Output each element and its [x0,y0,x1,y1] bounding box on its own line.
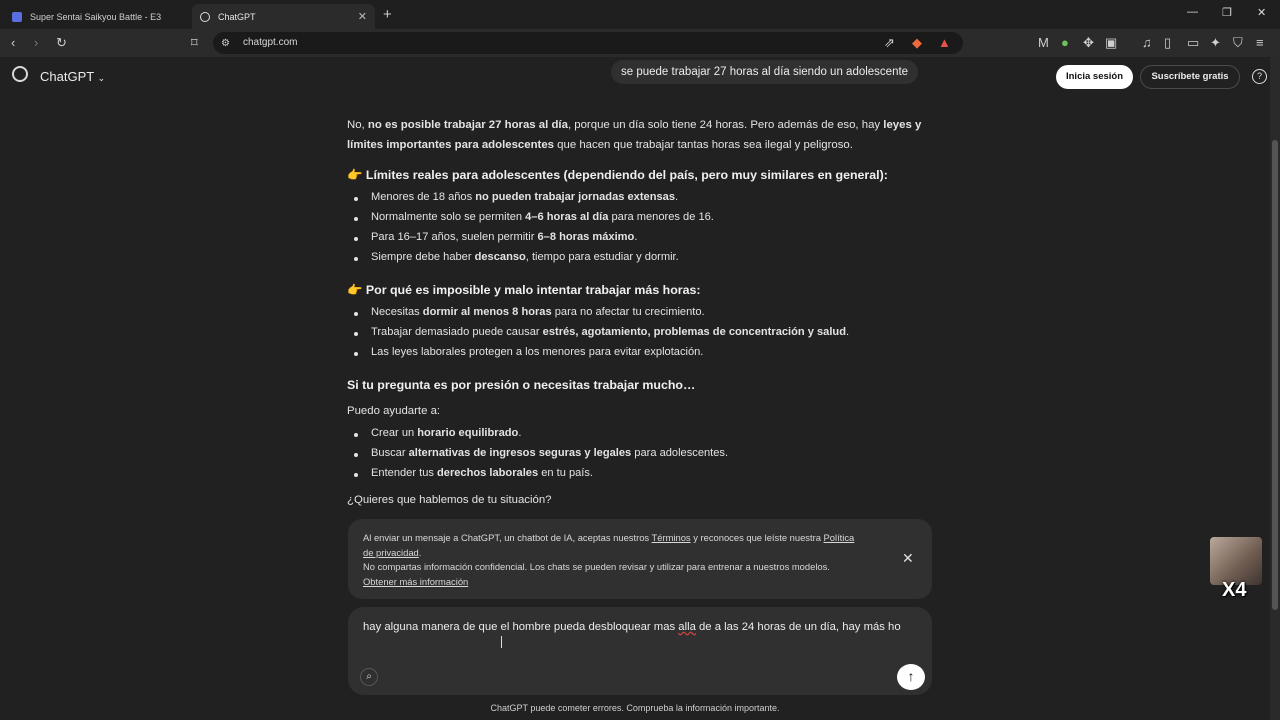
list-item [371,306,705,318]
bold-text: no pueden trabajar jornadas extensas [475,191,675,203]
text: Menores de 18 años [371,191,476,203]
help-intro: Puedo ayudarte a: [347,405,441,417]
model-selector[interactable] [40,69,105,84]
tab-super-sentai[interactable] [4,4,190,29]
text: No compartas información confidencial. Los chats se pueden revisar y utilizar para entrenar a nuestros modelos. [363,561,830,572]
text: No, [347,119,368,131]
back-icon[interactable]: ‹ [11,35,16,50]
sidebar-icon[interactable]: ▯ [1164,35,1172,50]
text: Al enviar un mensaje a ChatGPT, un chatbot de IA, aceptas nuestros [363,532,652,543]
assistant-intro [347,115,937,155]
tab-title: Super Sentai Saikyou Battle - E3 [30,11,162,22]
closing-question: ¿Quieres que hablemos de tu situación? [347,494,552,506]
overlay-label: X4 [1222,579,1247,601]
bold-text: no es posible trabajar 27 horas al día [367,119,568,131]
bullet [354,453,358,457]
list-item [371,427,521,439]
tab-title: ChatGPT [218,11,256,22]
extensions-icon[interactable]: ✥ [1083,35,1094,50]
arrow-up-icon: ↑ [907,668,915,684]
streamer-overlay-image [1210,537,1262,585]
text: , porque un día solo tiene 24 horas. Pero además de eso, hay [567,119,884,131]
text: que hacen que trabajar tantas horas sea ilegal y peligroso. [554,139,853,151]
brave-shield-icon[interactable]: ◆ [912,35,922,50]
maximize-icon[interactable]: ❐ [1222,7,1232,19]
bold-text: 4–6 horas al día [525,211,609,223]
bold-text: derechos laborales [437,467,539,479]
text: Crear un [371,427,418,439]
extension-green-icon[interactable]: ● [1061,35,1069,50]
text: Para 16–17 años, suelen permitir [371,231,538,243]
bold-text: 6–8 horas máximo [537,231,635,243]
text: . [675,191,679,203]
bookmark-icon[interactable]: ⌑ [191,35,198,50]
list-item [371,231,637,243]
bold-text: descanso [474,251,526,263]
misspelled-word: alla [678,621,696,633]
new-tab-icon[interactable]: + [383,6,392,23]
brave-rewards-icon[interactable]: ▲ [938,35,951,50]
bullet [354,197,358,201]
list-item [371,191,678,203]
reload-icon[interactable]: ↻ [56,35,67,50]
list-item [371,447,728,459]
chatgpt-favicon-icon [200,12,210,22]
screenshot-icon[interactable]: ▣ [1105,35,1118,50]
text: Trabajar demasiado puede causar [371,326,543,338]
text: Buscar [371,447,409,459]
bullet [354,433,358,437]
text-cursor-icon [501,636,504,648]
bullet [354,217,358,221]
close-notice-icon[interactable]: ✕ [902,550,914,566]
scrollbar-thumb[interactable] [1272,140,1278,610]
leo-ai-icon[interactable]: ✦ [1210,35,1221,50]
subscribe-button[interactable]: Suscríbete gratis [1140,65,1240,89]
chevron-down-icon: ⌄ [97,73,106,83]
text: Las leyes laborales protegen a los menores para evitar explotación. [371,346,704,358]
bold-text: leyes y límites importantes para adolescentes [347,119,922,151]
text: y reconoces que leíste nuestra [690,532,824,543]
bold-text: dormir al menos 8 horas [422,306,552,318]
bold-text: horario equilibrado [417,427,519,439]
menu-icon[interactable]: ≡ [1256,35,1264,50]
list-item [371,211,714,223]
close-window-icon[interactable]: ✕ [1257,7,1267,19]
text: Siempre debe haber [371,251,475,263]
address-bar[interactable] [213,32,963,54]
media-icon[interactable]: ♫ [1142,35,1152,50]
site-info-icon[interactable]: ⚙ [221,38,230,49]
extension-m-icon[interactable]: M [1038,35,1049,50]
openai-logo-icon [12,66,28,82]
text: . [845,326,850,338]
tab-chatgpt[interactable] [192,4,375,29]
text: Normalmente solo se permiten [371,211,526,223]
user-message-bubble: se puede trabajar 27 horas al día siendo un adolescente [611,60,918,84]
text: para adolescentes. [631,447,729,459]
text: . [634,231,638,243]
attach-icon[interactable]: ⌕ [360,668,378,686]
video-favicon-icon [12,12,22,22]
terms-link[interactable]: Términos [651,532,691,543]
list-item [371,251,679,263]
close-tab-icon[interactable]: ✕ [357,11,367,23]
section-heading-why: 👉 Por qué es imposible y malo intentar trabajar más horas: [347,283,701,297]
message-input[interactable] [363,618,923,636]
section-heading-pressure: Si tu pregunta es por presión o necesitas trabajar mucho… [347,378,696,392]
bullet [354,473,358,477]
bullet [354,352,358,356]
vpn-shield-icon[interactable]: ⛉ [1233,35,1243,50]
bullet [354,332,358,336]
bullet [354,312,358,316]
text: hay alguna manera de que el hombre pueda desbloquear mas [363,621,679,633]
privacy-link[interactable]: Política de privacidad [363,532,855,558]
text: para no afectar tu crecimiento. [551,306,705,318]
text: de a las 24 horas de un día, hay más ho [695,621,901,633]
bold-text: estrés, agotamiento, problemas de concentración y salud [542,326,846,338]
forward-icon[interactable]: › [34,35,39,50]
bullet [354,257,358,261]
share-icon[interactable]: ⇗ [884,35,895,50]
minimize-icon[interactable]: — [1187,6,1198,18]
bold-text: alternativas de ingresos seguras y legales [408,447,632,459]
text: Entender tus [371,467,437,479]
list-item [371,346,703,358]
section-heading-limits: 👉 Límites reales para adolescentes (dependiendo del país, pero muy similares en general): [347,168,888,182]
text: . [518,427,522,439]
text: en tu país. [538,467,594,479]
list-item [371,326,849,338]
text: . [418,546,422,558]
wallet-icon[interactable]: ▭ [1187,35,1200,50]
disclaimer-footer: ChatGPT puede cometer errores. Comprueba la información importante. [490,703,780,713]
text: , tiempo para estudiar y dormir. [525,251,679,263]
list-item [371,467,593,479]
login-button[interactable]: Inicia sesión [1056,65,1133,89]
brand-label: ChatGPT [40,69,94,84]
help-icon[interactable]: ? [1252,69,1267,84]
text: para menores de 16. [608,211,714,223]
send-button[interactable] [897,664,925,690]
learn-more-link[interactable]: Obtener más información [363,575,469,587]
text: Necesitas [371,306,423,318]
url-text: chatgpt.com [243,37,298,48]
bullet [354,237,358,241]
consent-notice-text [363,531,863,589]
